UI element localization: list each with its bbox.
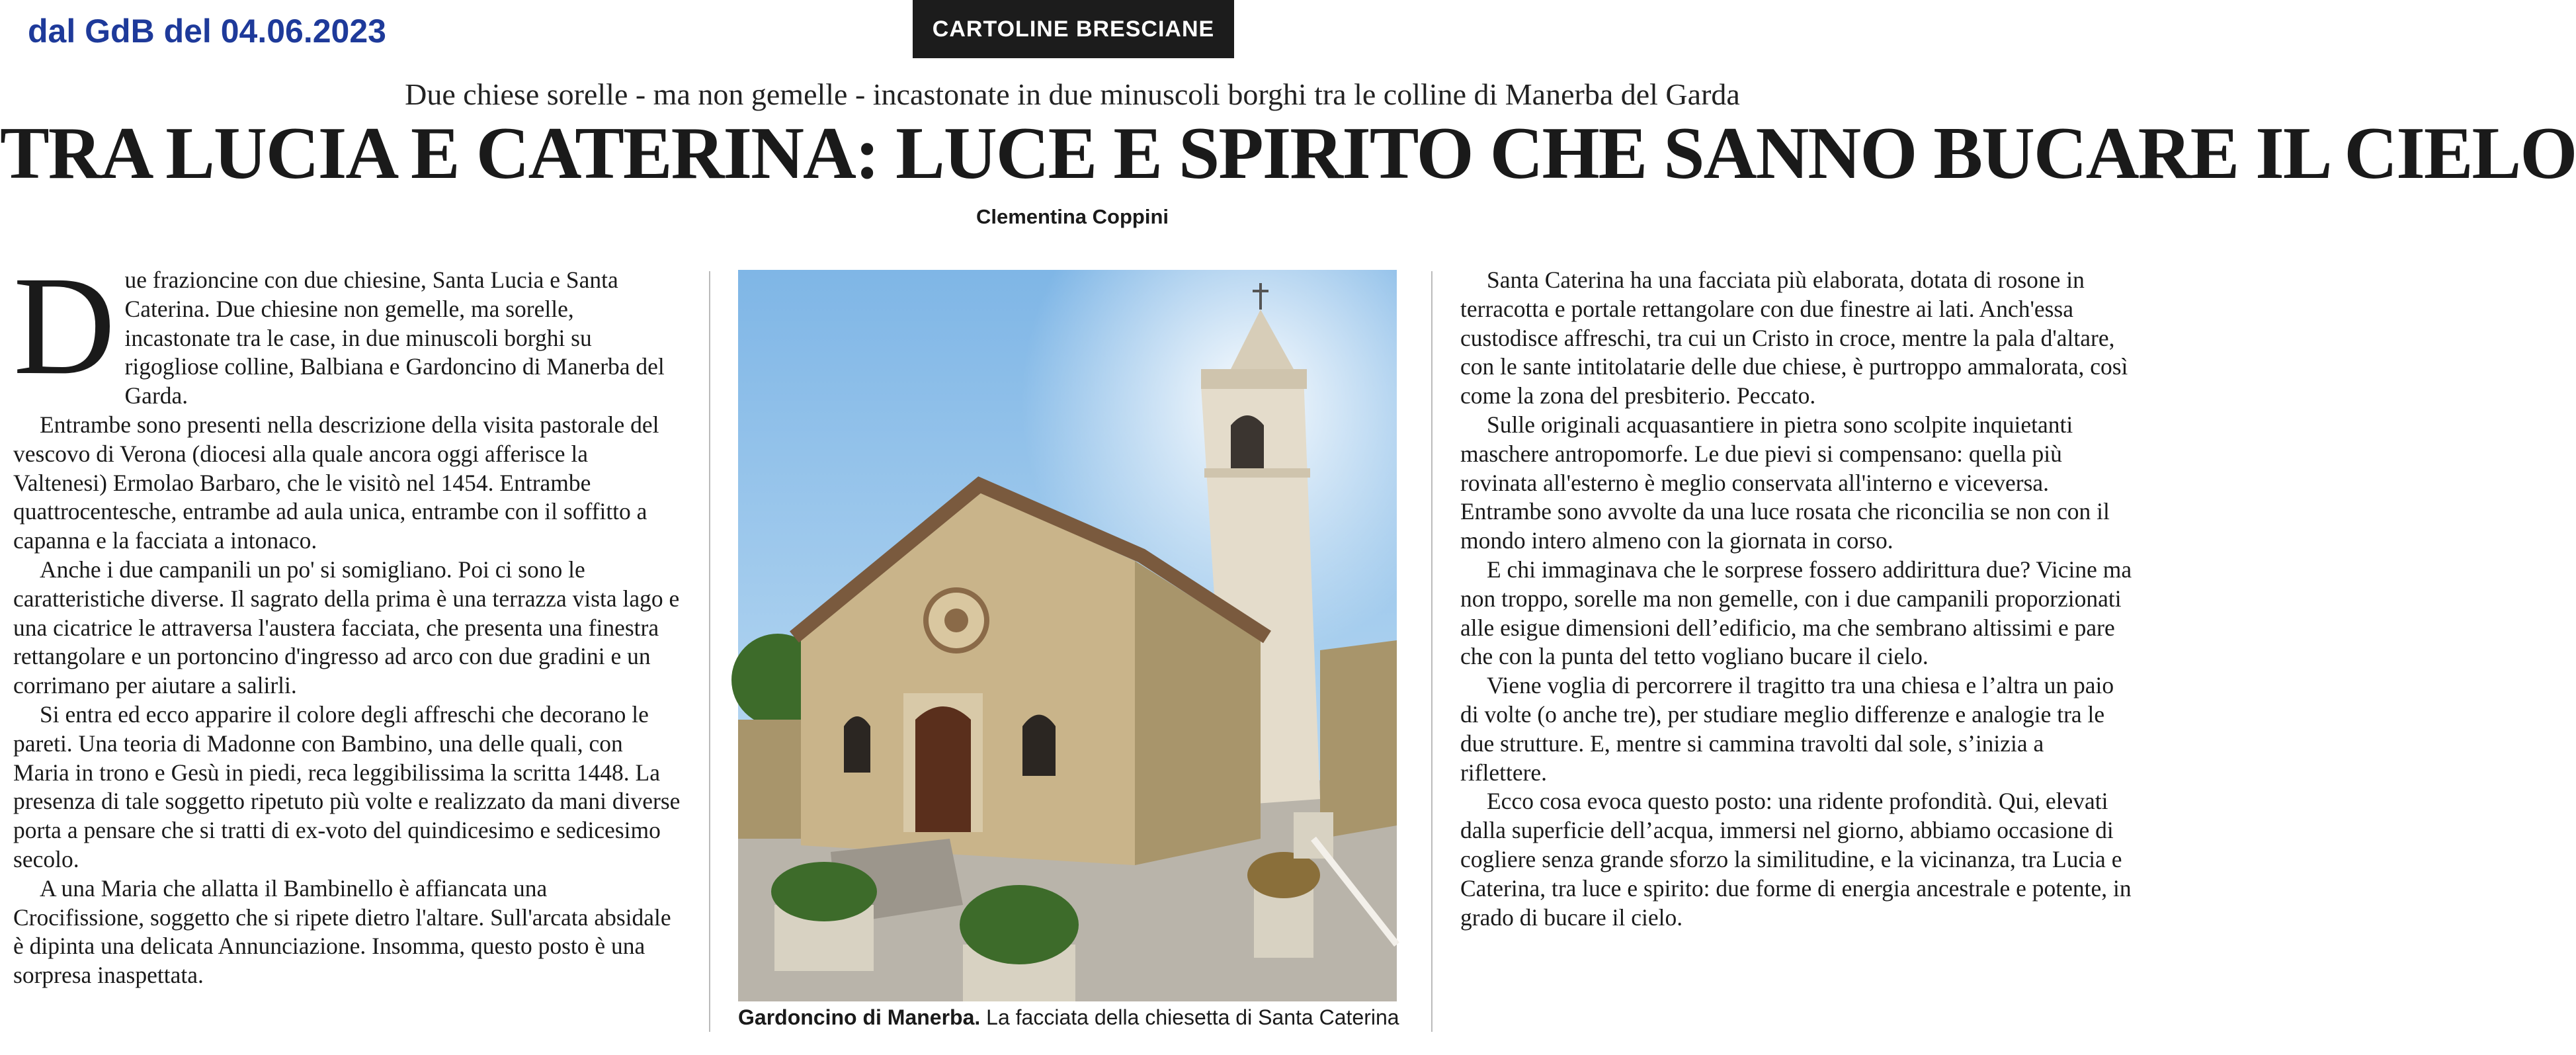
paragraph: A una Maria che allatta il Bambinello è affiancata una Crocifissione, soggetto che si ripete dietro l'altare. Sull'arcata absidale è dipinta una delicata Annunciazione. Insomma, questo posto è una sorpresa inaspettata. — [13, 874, 671, 989]
caption-text: La facciata della chiesetta di Santa Caterina — [986, 1005, 1399, 1029]
article-headline: TRA LUCIA E CATERINA: LUCE E SPIRITO CHE SANNO BUCARE IL CIELO — [0, 112, 2576, 194]
paragraph: Sulle originali acquasantiere in pietra sono scolpite inquietanti maschere antropomorfe. Le due pievi si compensano: quella più rovinata all'esterno è meglio conservata all'interno e viceversa. Entrambe sono avvolte da una luce rosata che riconcilia se non con il mondo intero almeno con la giornata in corso. — [1460, 411, 2110, 554]
paragraph: Viene voglia di percorrere il tragitto tra una chiesa e l’altra un paio di volte (o anche tre), per studiare meglio differenze e analogie tra le due strutture. E, mentre si cammina travolti dal sole, s’inizia a riflettere. — [1460, 672, 2114, 786]
left-column — [13, 247, 681, 990]
column-divider — [1431, 271, 1433, 1032]
paragraph: Anche i due campanili un po' si somigliano. Poi ci sono le caratteristiche diverse. Il sagrato della prima è una terrazza vista lago e una cicatrice le attraversa l'austera facciata, che presenta una finestra rettangolare e un portoncino d'ingresso ad arco con due gradini e un corrimano per aiutare a salirli. — [13, 556, 680, 699]
paragraph: Santa Caterina ha una facciata più elaborata, dotata di rosone in terracotta e portale rettangolare con due finestre ai lati. Anch'essa custodisce affreschi, tra cui un Cristo in croce, mentre la pala d'altare, con le sante intitolatarie delle due chiese, è purtroppo ammalorata, così come la zona del presbiterio. Peccato. — [1460, 267, 2128, 409]
paragraph: E chi immaginava che le sorprese fossero addirittura due? Vicine ma non troppo, sorelle ma non gemelle, con i due campanili proporzionati alle esigue dimensioni dell’edificio, ma che sembrano altissimi e pare che con la punta del tetto vogliano bucare il cielo. — [1460, 556, 2132, 670]
source-note: dal GdB del 04.06.2023 — [28, 13, 386, 50]
section-tag: CARTOLINE BRESCIANE — [913, 0, 1234, 58]
photo-caption — [738, 1005, 1406, 1030]
church-photo — [738, 270, 1397, 1001]
paragraph: Due frazioncine con due chiesine, Santa Lucia e Santa Caterina. Due chiesine non gemelle, ma sorelle, incastonate tra le case, in due minuscoli borghi su rigogliose colline, Balbiana e Gardoncino di Manerba del Garda. — [13, 247, 665, 409]
paragraph: Entrambe sono presenti nella descrizione della visita pastorale del vescovo di Verona (diocesi alla quale ancora oggi afferisce la Valtenesi) Ermolao Barbaro, che le visitò nel 1454. Entrambe quattrocentesche, entrambe ad aula unica, entrambe con il soffitto a capanna e la facciata a intonaco. — [13, 411, 659, 554]
right-column — [1460, 266, 2135, 932]
article-subtitle: Due chiese sorelle - ma non gemelle - incastonate in due minuscoli borghi tra le colline di Manerba del Garda — [405, 77, 1740, 111]
caption-location: Gardoncino di Manerba. — [738, 1005, 981, 1029]
paragraph: Si entra ed ecco apparire il colore degli affreschi che decorano le pareti. Una teoria di Madonne con Bambino, una delle quali, con Maria in trono e Gesù in piedi, reca leggibilissima la scritta 1448. La presenza di tale soggetto ripetuto più volte e realizzato da mani diverse porta a pensare che si tratti di ex-voto del quindicesimo e sedicesimo secolo. — [13, 700, 681, 872]
paragraph: Ecco cosa evoca questo posto: una ridente profondità. Qui, elevati dalla superficie dell’acqua, immersi nel giorno, abbiamo occasione di cogliere senza grande sforzo la similitudine, e la vicinanza, tra Lucia e Caterina, tra luce e spirito: due forme di energia ancestrale e potente, in grado di bucare il cielo. — [1460, 788, 2132, 931]
byline: Clementina Coppini — [976, 205, 1169, 228]
drop-cap: D — [13, 247, 116, 404]
column-divider — [709, 271, 710, 1032]
